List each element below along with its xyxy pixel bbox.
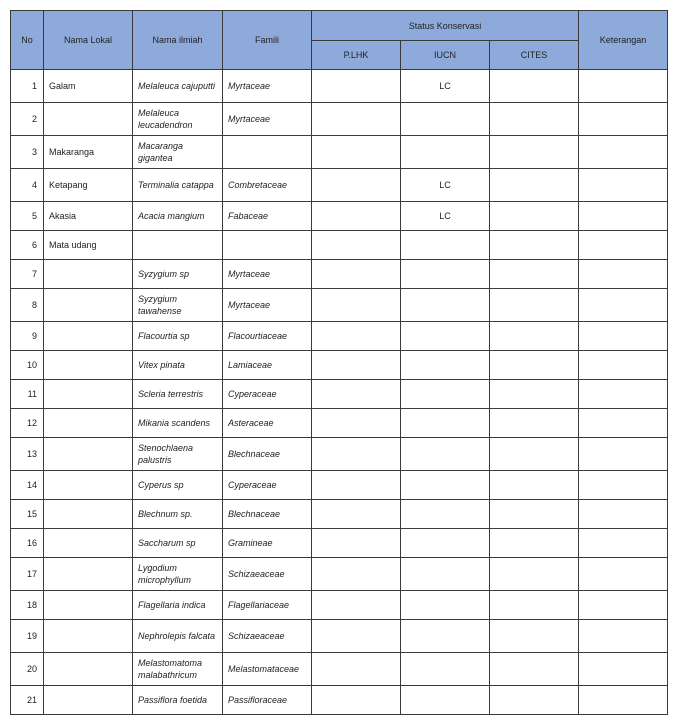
cell-no: 18 bbox=[11, 591, 44, 620]
cell-nama-lokal bbox=[44, 500, 133, 529]
header-iucn: IUCN bbox=[401, 41, 490, 70]
table-row bbox=[11, 409, 668, 438]
cell-iucn bbox=[401, 380, 490, 409]
cell-iucn bbox=[401, 231, 490, 260]
cell-nama-ilmiah: Syzygium sp bbox=[133, 260, 223, 289]
cell-cites bbox=[490, 351, 579, 380]
cell-nama-ilmiah: Vitex pinata bbox=[133, 351, 223, 380]
cell-famili: Flagellariaceae bbox=[223, 591, 312, 620]
cell-keterangan bbox=[579, 260, 668, 289]
table-row bbox=[11, 500, 668, 529]
cell-iucn bbox=[401, 322, 490, 351]
cell-plhk bbox=[312, 202, 401, 231]
cell-nama-ilmiah: Flagellaria indica bbox=[133, 591, 223, 620]
cell-nama-ilmiah: Nephrolepis falcata bbox=[133, 620, 223, 653]
cell-cites bbox=[490, 380, 579, 409]
cell-keterangan bbox=[579, 136, 668, 169]
cell-keterangan bbox=[579, 438, 668, 471]
cell-keterangan bbox=[579, 686, 668, 715]
cell-plhk bbox=[312, 260, 401, 289]
header-cites: CITES bbox=[490, 41, 579, 70]
cell-cites bbox=[490, 103, 579, 136]
cell-iucn: LC bbox=[401, 70, 490, 103]
cell-nama-ilmiah: Melaleuca cajuputti bbox=[133, 70, 223, 103]
cell-famili: Lamiaceae bbox=[223, 351, 312, 380]
cell-no: 20 bbox=[11, 653, 44, 686]
cell-nama-ilmiah: Melastomatoma malabathricum bbox=[133, 653, 223, 686]
cell-nama-lokal bbox=[44, 558, 133, 591]
cell-keterangan bbox=[579, 409, 668, 438]
cell-famili: Gramineae bbox=[223, 529, 312, 558]
cell-iucn bbox=[401, 103, 490, 136]
cell-nama-lokal bbox=[44, 322, 133, 351]
cell-nama-ilmiah: Scleria terrestris bbox=[133, 380, 223, 409]
cell-keterangan bbox=[579, 202, 668, 231]
table-row bbox=[11, 558, 668, 591]
cell-nama-ilmiah: Passiflora foetida bbox=[133, 686, 223, 715]
cell-famili: Myrtaceae bbox=[223, 260, 312, 289]
cell-nama-lokal bbox=[44, 351, 133, 380]
cell-plhk bbox=[312, 322, 401, 351]
cell-famili: Myrtaceae bbox=[223, 70, 312, 103]
cell-plhk bbox=[312, 136, 401, 169]
cell-nama-lokal: Makaranga bbox=[44, 136, 133, 169]
cell-nama-ilmiah: Flacourtia sp bbox=[133, 322, 223, 351]
cell-nama-ilmiah: Saccharum sp bbox=[133, 529, 223, 558]
cell-plhk bbox=[312, 529, 401, 558]
cell-nama-ilmiah: Acacia mangium bbox=[133, 202, 223, 231]
cell-nama-lokal bbox=[44, 438, 133, 471]
table-row bbox=[11, 260, 668, 289]
cell-iucn bbox=[401, 558, 490, 591]
cell-nama-lokal: Ketapang bbox=[44, 169, 133, 202]
cell-famili: Schizaeaceae bbox=[223, 620, 312, 653]
cell-plhk bbox=[312, 558, 401, 591]
cell-no: 16 bbox=[11, 529, 44, 558]
cell-nama-lokal: Akasia bbox=[44, 202, 133, 231]
cell-famili: Asteraceae bbox=[223, 409, 312, 438]
cell-nama-lokal bbox=[44, 686, 133, 715]
cell-no: 11 bbox=[11, 380, 44, 409]
cell-famili: Flacourtiaceae bbox=[223, 322, 312, 351]
cell-keterangan bbox=[579, 620, 668, 653]
cell-cites bbox=[490, 231, 579, 260]
cell-nama-lokal bbox=[44, 103, 133, 136]
cell-nama-ilmiah: Blechnum sp. bbox=[133, 500, 223, 529]
cell-famili: Cyperaceae bbox=[223, 471, 312, 500]
table-row bbox=[11, 103, 668, 136]
cell-famili: Blechnaceae bbox=[223, 500, 312, 529]
cell-nama-lokal bbox=[44, 380, 133, 409]
cell-famili: Schizaeaceae bbox=[223, 558, 312, 591]
cell-nama-lokal bbox=[44, 591, 133, 620]
table-row bbox=[11, 322, 668, 351]
cell-iucn bbox=[401, 289, 490, 322]
header-nama-lokal: Nama Lokal bbox=[44, 11, 133, 70]
cell-keterangan bbox=[579, 529, 668, 558]
cell-nama-lokal bbox=[44, 409, 133, 438]
cell-cites bbox=[490, 70, 579, 103]
cell-no: 1 bbox=[11, 70, 44, 103]
cell-plhk bbox=[312, 591, 401, 620]
cell-nama-ilmiah: Syzygium tawahense bbox=[133, 289, 223, 322]
cell-iucn bbox=[401, 409, 490, 438]
table-row bbox=[11, 529, 668, 558]
cell-iucn bbox=[401, 260, 490, 289]
table-row bbox=[11, 351, 668, 380]
cell-cites bbox=[490, 202, 579, 231]
cell-nama-ilmiah: Stenochlaena palustris bbox=[133, 438, 223, 471]
cell-iucn: LC bbox=[401, 202, 490, 231]
cell-iucn bbox=[401, 591, 490, 620]
cell-plhk bbox=[312, 500, 401, 529]
cell-iucn bbox=[401, 500, 490, 529]
cell-nama-ilmiah: Melaleuca leucadendron bbox=[133, 103, 223, 136]
table-row bbox=[11, 620, 668, 653]
cell-famili: Myrtaceae bbox=[223, 289, 312, 322]
cell-no: 13 bbox=[11, 438, 44, 471]
cell-famili bbox=[223, 136, 312, 169]
cell-keterangan bbox=[579, 70, 668, 103]
cell-no: 8 bbox=[11, 289, 44, 322]
cell-nama-lokal: Galam bbox=[44, 70, 133, 103]
header-famili: Famili bbox=[223, 11, 312, 70]
cell-keterangan bbox=[579, 471, 668, 500]
cell-no: 17 bbox=[11, 558, 44, 591]
cell-famili: Passifloraceae bbox=[223, 686, 312, 715]
cell-no: 15 bbox=[11, 500, 44, 529]
cell-nama-lokal bbox=[44, 289, 133, 322]
cell-plhk bbox=[312, 653, 401, 686]
header-no: No bbox=[11, 11, 44, 70]
cell-nama-ilmiah bbox=[133, 231, 223, 260]
cell-famili: Myrtaceae bbox=[223, 103, 312, 136]
cell-famili: Combretaceae bbox=[223, 169, 312, 202]
cell-cites bbox=[490, 260, 579, 289]
cell-no: 4 bbox=[11, 169, 44, 202]
cell-iucn bbox=[401, 351, 490, 380]
cell-plhk bbox=[312, 409, 401, 438]
cell-no: 9 bbox=[11, 322, 44, 351]
cell-cites bbox=[490, 471, 579, 500]
cell-nama-lokal bbox=[44, 260, 133, 289]
cell-iucn bbox=[401, 686, 490, 715]
cell-cites bbox=[490, 529, 579, 558]
header-keterangan: Keterangan bbox=[579, 11, 668, 70]
cell-plhk bbox=[312, 70, 401, 103]
cell-nama-ilmiah: Macaranga gigantea bbox=[133, 136, 223, 169]
header-nama-ilmiah: Nama ilmiah bbox=[133, 11, 223, 70]
cell-nama-ilmiah: Terminalia catappa bbox=[133, 169, 223, 202]
table-row bbox=[11, 471, 668, 500]
cell-plhk bbox=[312, 169, 401, 202]
cell-iucn bbox=[401, 136, 490, 169]
cell-cites bbox=[490, 322, 579, 351]
cell-famili: Fabaceae bbox=[223, 202, 312, 231]
cell-iucn bbox=[401, 653, 490, 686]
cell-iucn bbox=[401, 529, 490, 558]
header-plhk: P.LHK bbox=[312, 41, 401, 70]
table-body bbox=[11, 70, 668, 715]
header-status-konservasi: Status Konservasi bbox=[312, 11, 579, 41]
cell-no: 10 bbox=[11, 351, 44, 380]
table-row bbox=[11, 653, 668, 686]
cell-no: 14 bbox=[11, 471, 44, 500]
table-row bbox=[11, 438, 668, 471]
cell-iucn bbox=[401, 620, 490, 653]
cell-keterangan bbox=[579, 591, 668, 620]
table-row bbox=[11, 202, 668, 231]
table-row bbox=[11, 231, 668, 260]
cell-plhk bbox=[312, 380, 401, 409]
cell-no: 5 bbox=[11, 202, 44, 231]
cell-nama-lokal bbox=[44, 620, 133, 653]
table-row bbox=[11, 169, 668, 202]
table-row bbox=[11, 591, 668, 620]
cell-nama-lokal bbox=[44, 471, 133, 500]
cell-keterangan bbox=[579, 231, 668, 260]
cell-famili: Blechnaceae bbox=[223, 438, 312, 471]
table-row bbox=[11, 136, 668, 169]
cell-nama-lokal bbox=[44, 529, 133, 558]
cell-famili bbox=[223, 231, 312, 260]
cell-cites bbox=[490, 169, 579, 202]
cell-keterangan bbox=[579, 169, 668, 202]
cell-iucn bbox=[401, 471, 490, 500]
cell-iucn: LC bbox=[401, 169, 490, 202]
cell-no: 19 bbox=[11, 620, 44, 653]
cell-cites bbox=[490, 289, 579, 322]
cell-no: 3 bbox=[11, 136, 44, 169]
cell-no: 6 bbox=[11, 231, 44, 260]
cell-keterangan bbox=[579, 380, 668, 409]
cell-no: 2 bbox=[11, 103, 44, 136]
species-table-container bbox=[10, 10, 668, 715]
cell-cites bbox=[490, 409, 579, 438]
cell-nama-lokal: Mata udang bbox=[44, 231, 133, 260]
cell-cites bbox=[490, 438, 579, 471]
cell-no: 21 bbox=[11, 686, 44, 715]
cell-nama-ilmiah: Lygodium microphyllum bbox=[133, 558, 223, 591]
table-row bbox=[11, 70, 668, 103]
cell-cites bbox=[490, 558, 579, 591]
cell-plhk bbox=[312, 231, 401, 260]
cell-plhk bbox=[312, 686, 401, 715]
cell-plhk bbox=[312, 351, 401, 380]
cell-nama-ilmiah: Cyperus sp bbox=[133, 471, 223, 500]
table-header bbox=[11, 11, 668, 70]
cell-plhk bbox=[312, 103, 401, 136]
cell-plhk bbox=[312, 471, 401, 500]
cell-cites bbox=[490, 500, 579, 529]
cell-no: 7 bbox=[11, 260, 44, 289]
cell-famili: Melastomataceae bbox=[223, 653, 312, 686]
table-row bbox=[11, 289, 668, 322]
cell-plhk bbox=[312, 620, 401, 653]
cell-keterangan bbox=[579, 289, 668, 322]
cell-cites bbox=[490, 136, 579, 169]
cell-keterangan bbox=[579, 103, 668, 136]
cell-cites bbox=[490, 686, 579, 715]
cell-keterangan bbox=[579, 322, 668, 351]
table-row bbox=[11, 686, 668, 715]
cell-keterangan bbox=[579, 653, 668, 686]
cell-keterangan bbox=[579, 500, 668, 529]
cell-nama-ilmiah: Mikania scandens bbox=[133, 409, 223, 438]
cell-iucn bbox=[401, 438, 490, 471]
cell-plhk bbox=[312, 289, 401, 322]
table-row bbox=[11, 380, 668, 409]
cell-cites bbox=[490, 591, 579, 620]
cell-no: 12 bbox=[11, 409, 44, 438]
cell-plhk bbox=[312, 438, 401, 471]
cell-keterangan bbox=[579, 558, 668, 591]
cell-cites bbox=[490, 653, 579, 686]
cell-cites bbox=[490, 620, 579, 653]
species-conservation-table bbox=[10, 10, 668, 715]
cell-famili: Cyperaceae bbox=[223, 380, 312, 409]
cell-nama-lokal bbox=[44, 653, 133, 686]
cell-keterangan bbox=[579, 351, 668, 380]
